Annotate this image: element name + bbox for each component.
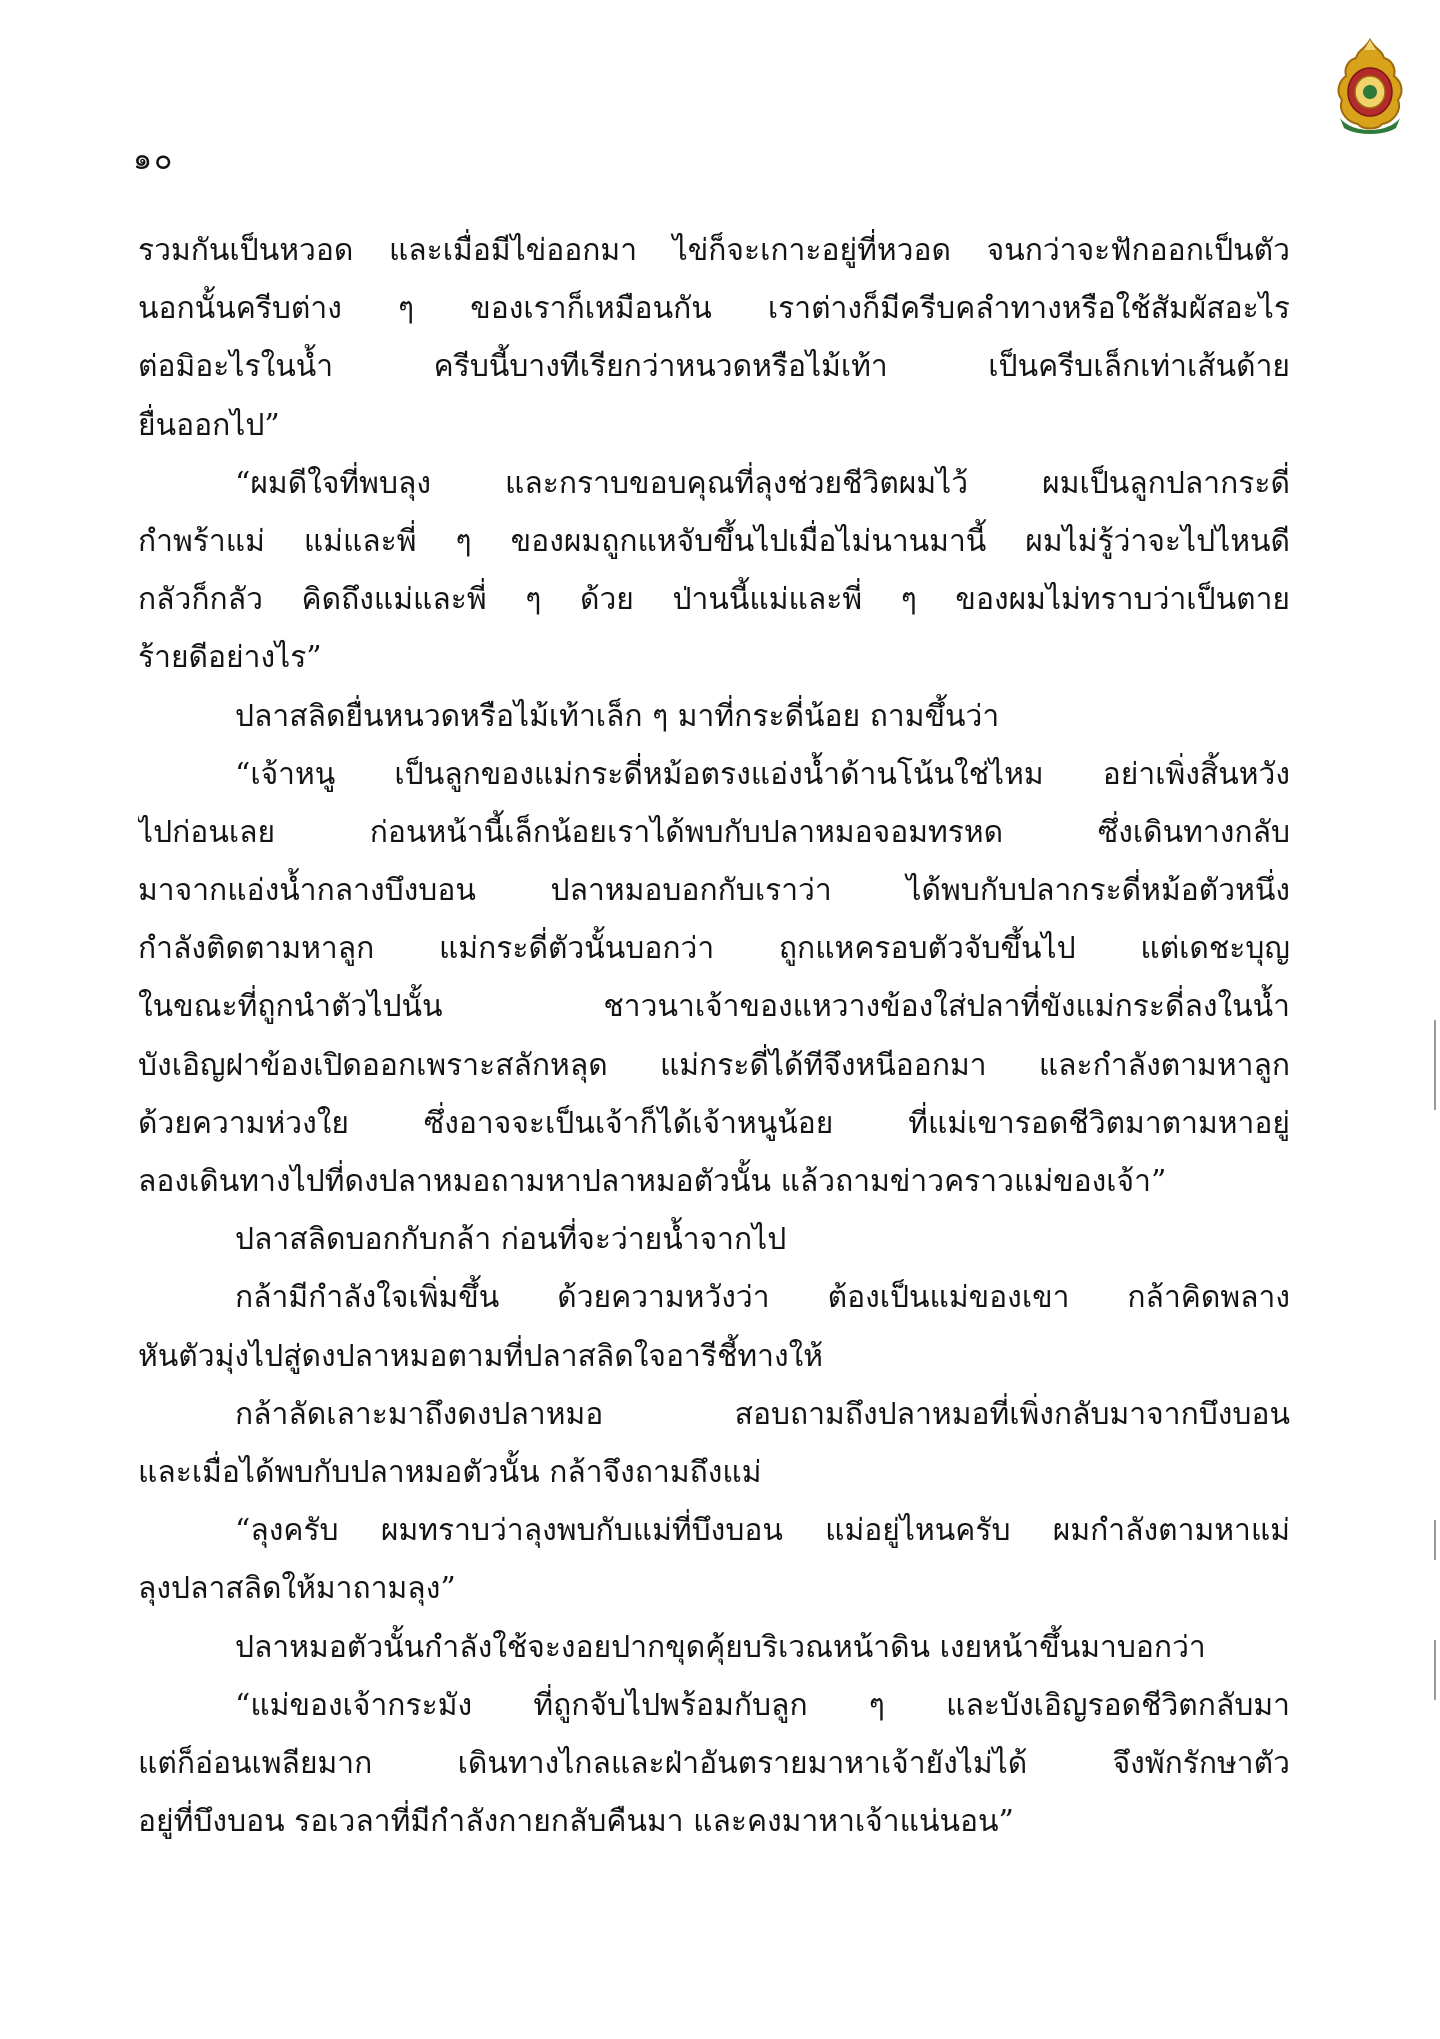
scan-edge-mark (1434, 1640, 1436, 1700)
text-line: กลัวก็กลัว คิดถึงแม่และพี่ ๆ ด้วย ป่านนี้แม่และพี่ ๆ ของผมไม่ทราบว่าเป็นตาย (138, 582, 1290, 618)
scan-edge-mark (1434, 1020, 1436, 1110)
text-line: ลุงปลาสลิดให้มาถามลุง” (138, 1571, 456, 1607)
text-line: “แม่ของเจ้ากระมัง ที่ถูกจับไปพร้อมกับลูก ๆ และบังเอิญรอดชีวิตกลับมา (235, 1687, 1290, 1723)
text-line: ไปก่อนเลย ก่อนหน้านี้เล็กน้อยเราได้พบกับปลาหมอจอมทรหด ซึ่งเดินทางกลับ (138, 814, 1290, 850)
text-line: และเมื่อได้พบกับปลาหมอตัวนั้น กล้าจึงถามถึงแม่ (138, 1454, 762, 1490)
text-line: ในขณะที่ถูกนำตัวไปนั้น ชาวนาเจ้าของแหวางข้องใส่ปลาที่ขังแม่กระดี่ลงในน้ำ (138, 989, 1290, 1025)
body-text (138, 222, 1290, 1851)
text-line: ต่อมิอะไรในน้ำ ครีบนี้บางทีเรียกว่าหนวดหรือไม้เท้า เป็นครีบเล็กเท่าเส้นด้าย (138, 349, 1290, 385)
text-line: “ลุงครับ ผมทราบว่าลุงพบกับแม่ที่บึงบอน แม่อยู่ไหนครับ ผมกำลังตามหาแม่ (235, 1513, 1290, 1549)
text-line: ปลาสลิดบอกกับกล้า ก่อนที่จะว่ายน้ำจากไป (235, 1222, 787, 1258)
text-line: กล้าลัดเลาะมาถึงดงปลาหมอ สอบถามถึงปลาหมอที่เพิ่งกลับมาจากบึงบอน (235, 1396, 1290, 1432)
text-line: ปลาสลิดยื่นหนวดหรือไม้เท้าเล็ก ๆ มาที่กระดี่น้อย ถามขึ้นว่า (235, 698, 1000, 734)
text-line: แต่ก็อ่อนเพลียมาก เดินทางไกลและฝ่าอันตรายมาหาเจ้ายังไม่ได้ จึงพักรักษาตัว (138, 1745, 1290, 1781)
text-line: ลองเดินทางไปที่ดงปลาหมอถามหาปลาหมอตัวนั้น แล้วถามข่าวคราวแม่ของเจ้า” (138, 1164, 1167, 1199)
text-line: ร้ายดีอย่างไร” (138, 640, 322, 676)
ministry-emblem-icon (1328, 36, 1412, 136)
text-line: กำลังติดตามหาลูก แม่กระดี่ตัวนั้นบอกว่า ถูกแหครอบตัวจับขึ้นไป แต่เดชะบุญ (138, 931, 1290, 967)
text-line: ด้วยความห่วงใย ซึ่งอาจจะเป็นเจ้าก็ได้เจ้าหนูน้อย ที่แม่เขารอดชีวิตมาตามหาอยู่ (138, 1105, 1290, 1141)
text-line: บังเอิญฝาข้องเปิดออกเพราะสลักหลุด แม่กระดี่ได้ทีจึงหนีออกมา และกำลังตามหาลูก (138, 1047, 1290, 1083)
text-line: กำพร้าแม่ แม่และพี่ ๆ ของผมถูกแหจับขึ้นไปเมื่อไม่นานมานี้ ผมไม่รู้ว่าจะไปไหนดี (138, 523, 1290, 559)
text-line: มาจากแอ่งน้ำกลางบึงบอน ปลาหมอบอกกับเราว่า ได้พบกับปลากระดี่หม้อตัวหนึ่ง (138, 873, 1290, 909)
text-line: รวมกันเป็นหวอด และเมื่อมีไข่ออกมา ไข่ก็จะเกาะอยู่ที่หวอด จนกว่าจะฟักออกเป็นตัว (138, 233, 1290, 268)
page-number: ๑๐ (133, 142, 175, 177)
text-line: นอกนั้นครีบต่าง ๆ ของเราก็เหมือนกัน เราต่างก็มีครีบคลำทางหรือใช้สัมผัสอะไร (138, 291, 1290, 327)
text-line: หันตัวมุ่งไปสู่ดงปลาหมอตามที่ปลาสลิดใจอารีชี้ทางให้ (138, 1338, 824, 1374)
text-line: “เจ้าหนู เป็นลูกของแม่กระดี่หม้อตรงแอ่งน้ำด้านโน้นใช่ไหม อย่าเพิ่งสิ้นหวัง (235, 756, 1290, 792)
text-line: “ผมดีใจที่พบลุง และกราบขอบคุณที่ลุงช่วยชีวิตผมไว้ ผมเป็นลูกปลากระดี่ (235, 465, 1290, 501)
text-line: ยื่นออกไป” (138, 407, 280, 443)
text-line: อยู่ที่บึงบอน รอเวลาที่มีกำลังกายกลับคืนมา และคงมาหาเจ้าแน่นอน” (138, 1804, 1014, 1840)
text-line: กล้ามีกำลังใจเพิ่มขึ้น ด้วยความหวังว่า ต้องเป็นแม่ของเขา กล้าคิดพลาง (235, 1280, 1290, 1316)
text-line: ปลาหมอตัวนั้นกำลังใช้จะงอยปากขุดคุ้ยบริเวณหน้าดิน เงยหน้าขึ้นมาบอกว่า (235, 1629, 1206, 1665)
scan-edge-mark (1434, 1520, 1436, 1560)
